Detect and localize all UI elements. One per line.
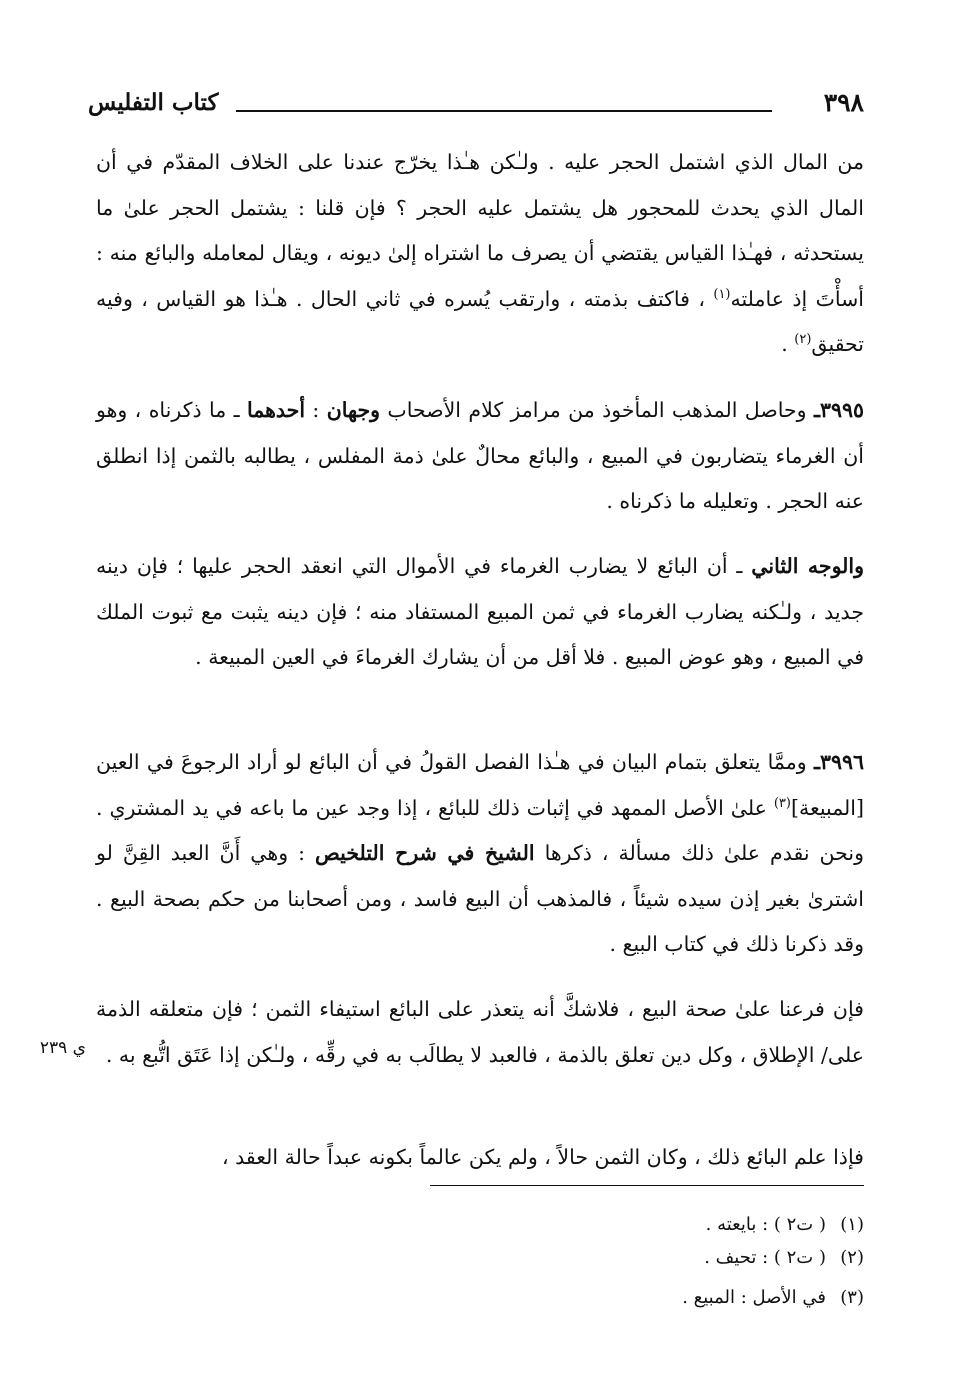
footnote-separator: [430, 1185, 864, 1186]
margin-folio-note: ي ٢٣٩: [39, 1038, 86, 1058]
footnote-2: (٢)( ت٢ ) : تحيف .: [704, 1247, 864, 1268]
footnote-ref-1: (١): [713, 286, 731, 302]
section-number-3995: ٣٩٩٥ـ: [813, 398, 864, 422]
footnote-1: (١)( ت٢ ) : بايعته .: [705, 1214, 864, 1235]
paragraph-3996: ٣٩٩٦ـ وممَّا يتعلق بتمام البيان في هـٰذا الفصل القولُ في أن البائع لو أراد الرجوعَ في العين [المبيعة]$^{(٣)}$ علىٰ الأصل الممهد في إثبات ذلك للبائع ، إذا وجد عين ما باعه في يد المشتري . ونحن نقدم علىٰ ذلك مسألة ، ذكرها الشيخ في شرح التلخيص : وهي أَنَّ العبد القِنَّ لو اشترىٰ بغير إذن سيده شيئاً ، فالمذهب أن البيع فاسد ، ومن أصحابنا من حكم بصحة البيع . وقد ذكرنا ذلك في كتاب البيع .: [96, 750, 864, 956]
paragraph-5: فإن فرعنا علىٰ صحة البيع ، فلاشكَّ أنه يتعذر على البائع استيفاء الثمن ؛ فإن متعلقه الذمة على/ الإطلاق ، وكل دين تعلق بالذمة ، فالعبد لا يطالَب به في رقِّه ، ولـٰكن إذا عَتَق اتُّبع به .: [96, 997, 864, 1067]
footnote-ref-3: (٣): [773, 795, 791, 811]
page-number: ٣٩٨: [823, 88, 864, 117]
paragraph-3995: ٣٩٩٥ـ وحاصل المذهب المأخوذ من مرامز كلام الأصحاب وجهان : أحدهما ـ ما ذكرناه ، وهو أن الغرماء يتضاربون في المبيع ، والبائع محالٌ علىٰ ذمة المفلس ، يطالبه بالثمن إذا انطلق عنه الحجر . وتعليله ما ذكرناه .: [96, 398, 864, 513]
section-number-3996: ٣٩٩٦ـ: [813, 750, 864, 774]
page-header: [88, 86, 864, 120]
paragraph-second-view: والوجه الثاني ـ أن البائع لا يضارب الغرماء في الأموال التي انعقد الحجر عليها ؛ فإن دينه جديد ، ولـٰكنه يضارب الغرماء في ثمن المبيع المستفاد منه ؛ فإن دينه يثبت مع ثبوت الملك في المبيع ، وهو عوض المبيع . فلا أقل من أن يشارك الغرماءَ في العين المبيعة .: [96, 554, 865, 669]
footnote-3: (٣)في الأصل : المبيع .: [682, 1287, 864, 1308]
header-rule: [236, 110, 772, 112]
book-title: كتاب التفليس: [88, 89, 219, 116]
footnote-ref-2: (٢): [794, 332, 812, 348]
paragraph-1: من المال الذي اشتمل الحجر عليه . ولـٰكن هـٰذا يخرّج عندنا على الخلاف المقدّم في أن المال الذي يحدث للمحجور هل يشتمل عليه الحجر ؟ فإن قلنا : يشتمل الحجر علىٰ ما يستحدثه ، فهـٰذا القياس يقتضي أن يصرف ما اشتراه إلىٰ ديونه ، ويقال لمعامله والبائع منه : أسأْتَ إذ عاملته$^{(١)}$ ، فاكتف بذمته ، وارتقب يُسره في ثاني الحال . هـٰذا هو القياس ، وفيه تحقيق$^{(٢)}$ .: [96, 150, 864, 356]
paragraph-6: فإذا علم البائع ذلك ، وكان الثمن حالاً ، ولم يكن عالماً بكونه عبداً حالة العقد ،: [222, 1145, 864, 1169]
